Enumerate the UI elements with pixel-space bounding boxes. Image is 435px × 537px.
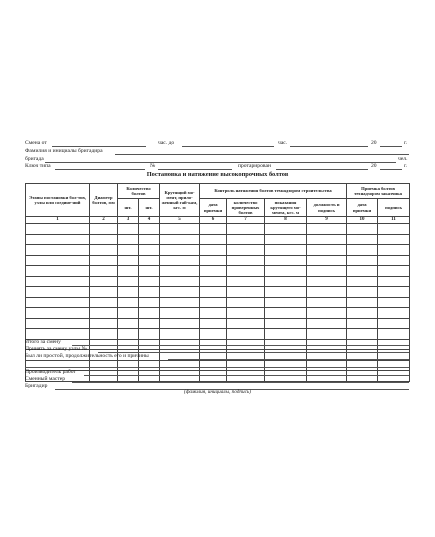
table-cell[interactable] bbox=[200, 266, 227, 277]
table-row bbox=[26, 266, 410, 277]
year-prefix: 20 bbox=[371, 140, 377, 146]
column-number-row bbox=[26, 217, 410, 224]
shift-master-field[interactable] bbox=[72, 382, 409, 383]
year-field-2[interactable] bbox=[380, 169, 402, 170]
table-cell[interactable] bbox=[307, 297, 347, 308]
key-number-label: № bbox=[150, 163, 156, 169]
table-cell[interactable] bbox=[118, 224, 139, 235]
table-cell[interactable] bbox=[307, 318, 347, 329]
table-cell[interactable] bbox=[265, 266, 307, 277]
table-cell[interactable] bbox=[200, 308, 227, 319]
table-cell[interactable] bbox=[139, 297, 160, 308]
table-cell[interactable] bbox=[378, 266, 410, 277]
table-cell[interactable] bbox=[227, 287, 265, 298]
col-ctrl-date: дата приемки bbox=[200, 199, 227, 217]
table-cell[interactable] bbox=[307, 329, 347, 340]
table-cell[interactable] bbox=[378, 318, 410, 329]
table-row bbox=[26, 255, 410, 266]
work-producer-field[interactable] bbox=[84, 375, 409, 376]
table-cell[interactable] bbox=[160, 329, 200, 340]
table-cell[interactable] bbox=[347, 297, 378, 308]
table-cell[interactable] bbox=[265, 318, 307, 329]
table-cell[interactable] bbox=[90, 224, 118, 235]
table-cell[interactable] bbox=[160, 276, 200, 287]
table-cell[interactable] bbox=[139, 360, 160, 371]
table-cell[interactable] bbox=[347, 287, 378, 298]
table-cell[interactable] bbox=[307, 234, 347, 245]
table-cell[interactable] bbox=[118, 234, 139, 245]
table-cell[interactable] bbox=[26, 255, 90, 266]
table-cell[interactable] bbox=[139, 318, 160, 329]
foreman-name-label: Фамилия и инициалы бригадира bbox=[25, 148, 103, 154]
shift-from-field[interactable] bbox=[52, 146, 146, 147]
col-acc-sign: подпись bbox=[378, 199, 410, 217]
table-cell[interactable] bbox=[26, 297, 90, 308]
table-cell[interactable] bbox=[265, 297, 307, 308]
table-cell[interactable] bbox=[160, 308, 200, 319]
shift-from-label: Смена от bbox=[25, 140, 47, 146]
table-cell[interactable] bbox=[118, 287, 139, 298]
table-cell[interactable] bbox=[200, 255, 227, 266]
table-cell[interactable] bbox=[347, 224, 378, 235]
col-number: 8 bbox=[265, 217, 307, 224]
table-cell[interactable] bbox=[307, 255, 347, 266]
table-cell[interactable] bbox=[160, 224, 200, 235]
table-cell[interactable] bbox=[90, 329, 118, 340]
table-cell[interactable] bbox=[200, 318, 227, 329]
shift-total-label: Итого за смену bbox=[25, 339, 61, 345]
table-cell[interactable] bbox=[347, 308, 378, 319]
table-cell[interactable] bbox=[26, 234, 90, 245]
table-cell[interactable] bbox=[118, 276, 139, 287]
table-cell[interactable] bbox=[118, 329, 139, 340]
table-cell[interactable] bbox=[307, 360, 347, 371]
col-number: 10 bbox=[347, 217, 378, 224]
table-cell[interactable] bbox=[90, 297, 118, 308]
table-cell[interactable] bbox=[160, 245, 200, 256]
foreman-name-field[interactable] bbox=[115, 154, 409, 155]
table-row bbox=[26, 287, 410, 298]
table-cell[interactable] bbox=[227, 255, 265, 266]
table-cell[interactable] bbox=[90, 318, 118, 329]
table-cell[interactable] bbox=[378, 287, 410, 298]
table-cell[interactable] bbox=[118, 318, 139, 329]
year-suffix-2: г. bbox=[404, 163, 408, 169]
table-cell[interactable] bbox=[347, 234, 378, 245]
table-cell[interactable] bbox=[90, 308, 118, 319]
table-cell[interactable] bbox=[265, 287, 307, 298]
col-ctrl-qty: количество проверенных болтов bbox=[227, 199, 265, 217]
table-cell[interactable] bbox=[160, 255, 200, 266]
col-qty-sub2: шт. bbox=[139, 199, 160, 217]
table-cell[interactable] bbox=[307, 276, 347, 287]
table-row bbox=[26, 224, 410, 235]
table-cell[interactable] bbox=[200, 287, 227, 298]
table-cell[interactable] bbox=[347, 255, 378, 266]
table-cell[interactable] bbox=[378, 245, 410, 256]
table-row bbox=[26, 318, 410, 329]
table-cell[interactable] bbox=[265, 308, 307, 319]
col-number: 2 bbox=[90, 217, 118, 224]
table-cell[interactable] bbox=[26, 308, 90, 319]
shift-master-label: Сменный мастер bbox=[25, 376, 66, 382]
table-cell[interactable] bbox=[378, 255, 410, 266]
col-qty-sub1: шт. bbox=[118, 199, 139, 217]
table-cell[interactable] bbox=[118, 360, 139, 371]
table-cell[interactable] bbox=[347, 318, 378, 329]
table-cell[interactable] bbox=[378, 360, 410, 371]
table-cell[interactable] bbox=[139, 234, 160, 245]
table-cell[interactable] bbox=[139, 308, 160, 319]
table-cell[interactable] bbox=[347, 245, 378, 256]
calibrated-label: протарирован bbox=[238, 163, 271, 169]
col-number: 4 bbox=[139, 217, 160, 224]
table-cell[interactable] bbox=[378, 224, 410, 235]
col-ctrl-reading: показания крутящего мо-мента, кгс. м bbox=[265, 199, 307, 217]
table-cell[interactable] bbox=[200, 245, 227, 256]
table-cell[interactable] bbox=[265, 360, 307, 371]
table-cell[interactable] bbox=[139, 276, 160, 287]
table-row bbox=[26, 308, 410, 319]
table-cell[interactable] bbox=[265, 255, 307, 266]
downtime-field[interactable] bbox=[168, 359, 409, 360]
downtime-label: Был ли простой, продолжительность его и причины bbox=[25, 353, 149, 359]
key-type-label: Ключ типа bbox=[25, 163, 51, 169]
table-cell[interactable] bbox=[139, 287, 160, 298]
table-cell[interactable] bbox=[90, 360, 118, 371]
table-cell[interactable] bbox=[160, 318, 200, 329]
table-cell[interactable] bbox=[26, 287, 90, 298]
table-cell[interactable] bbox=[200, 360, 227, 371]
col-number: 6 bbox=[200, 217, 227, 224]
table-cell[interactable] bbox=[227, 234, 265, 245]
brigade-label: бригада bbox=[25, 156, 44, 162]
table-cell[interactable] bbox=[378, 276, 410, 287]
table-cell[interactable] bbox=[307, 245, 347, 256]
table-cell[interactable] bbox=[26, 245, 90, 256]
col-torque-header: Крутящий мо-мент, прило-женный гай-кам, кгс. м bbox=[160, 184, 200, 217]
table-cell[interactable] bbox=[118, 308, 139, 319]
table-cell[interactable] bbox=[307, 308, 347, 319]
table-cell[interactable] bbox=[200, 234, 227, 245]
table-cell[interactable] bbox=[265, 234, 307, 245]
col-accept-header: Приемка болтов технадзором заказчика bbox=[347, 184, 410, 199]
table-cell[interactable] bbox=[378, 308, 410, 319]
col-number: 7 bbox=[227, 217, 265, 224]
hour-label: час. bbox=[278, 140, 288, 146]
downtime-field-extra[interactable] bbox=[25, 367, 409, 368]
table-cell[interactable] bbox=[139, 224, 160, 235]
table-cell[interactable] bbox=[227, 297, 265, 308]
table-cell[interactable] bbox=[265, 245, 307, 256]
year-suffix: г. bbox=[404, 140, 408, 146]
key-type-field[interactable] bbox=[55, 169, 145, 170]
table-cell[interactable] bbox=[26, 329, 90, 340]
table-cell[interactable] bbox=[118, 297, 139, 308]
table-cell[interactable] bbox=[347, 276, 378, 287]
table-cell[interactable] bbox=[378, 297, 410, 308]
table-cell[interactable] bbox=[347, 360, 378, 371]
col-number: 11 bbox=[378, 217, 410, 224]
table-cell[interactable] bbox=[26, 276, 90, 287]
col-number: 5 bbox=[160, 217, 200, 224]
table-cell[interactable] bbox=[227, 329, 265, 340]
col-diameter-header: Диаметр болтов, мм bbox=[90, 184, 118, 217]
col-acc-date: дата приемки bbox=[347, 199, 378, 217]
key-number-field[interactable] bbox=[158, 169, 232, 170]
table-row bbox=[26, 245, 410, 256]
table-cell[interactable] bbox=[139, 245, 160, 256]
work-producer-label: Производитель работ bbox=[25, 369, 76, 375]
table-cell[interactable] bbox=[118, 266, 139, 277]
col-stages-header: Этапы постановки бол-тов, узлы или соедине-ний bbox=[26, 184, 90, 217]
table-row bbox=[26, 234, 410, 245]
date-field[interactable] bbox=[290, 146, 368, 147]
table-cell[interactable] bbox=[160, 360, 200, 371]
col-number: 1 bbox=[26, 217, 90, 224]
table-cell[interactable] bbox=[227, 276, 265, 287]
table-cell[interactable] bbox=[227, 360, 265, 371]
table-cell[interactable] bbox=[90, 266, 118, 277]
signature-caption: (фамилия, инициалы, подпись) bbox=[183, 389, 251, 395]
table-cell[interactable] bbox=[307, 287, 347, 298]
table-cell[interactable] bbox=[160, 287, 200, 298]
table-cell[interactable] bbox=[347, 266, 378, 277]
table-cell[interactable] bbox=[90, 287, 118, 298]
table-cell[interactable] bbox=[227, 266, 265, 277]
table-cell[interactable] bbox=[307, 224, 347, 235]
table-cell[interactable] bbox=[139, 255, 160, 266]
table-row bbox=[26, 329, 410, 340]
table-row bbox=[26, 297, 410, 308]
table-cell[interactable] bbox=[160, 266, 200, 277]
table-row bbox=[26, 360, 410, 371]
table-cell[interactable] bbox=[200, 276, 227, 287]
table-cell[interactable] bbox=[26, 266, 90, 277]
table-cell[interactable] bbox=[227, 245, 265, 256]
table-cell[interactable] bbox=[90, 276, 118, 287]
col-number: 9 bbox=[307, 217, 347, 224]
year-field[interactable] bbox=[380, 146, 402, 147]
table-cell[interactable] bbox=[200, 297, 227, 308]
table-cell[interactable] bbox=[265, 224, 307, 235]
table-cell[interactable] bbox=[26, 318, 90, 329]
table-cell[interactable] bbox=[307, 266, 347, 277]
table-cell[interactable] bbox=[139, 329, 160, 340]
table-title: Постановка и натяжение высокопрочных болтов bbox=[146, 171, 289, 178]
table-cell[interactable] bbox=[378, 234, 410, 245]
table-cell[interactable] bbox=[200, 224, 227, 235]
col-quantity-header: Количество болтов bbox=[118, 184, 160, 199]
table-cell[interactable] bbox=[90, 245, 118, 256]
table-cell[interactable] bbox=[26, 224, 90, 235]
col-ctrl-sign: должность и подпись bbox=[307, 199, 347, 217]
calibrated-field[interactable] bbox=[276, 169, 368, 170]
brigade-field[interactable] bbox=[45, 162, 396, 163]
table-cell[interactable] bbox=[265, 329, 307, 340]
table-cell[interactable] bbox=[139, 266, 160, 277]
table-cell[interactable] bbox=[347, 329, 378, 340]
table-cell[interactable] bbox=[118, 245, 139, 256]
table-cell[interactable] bbox=[200, 329, 227, 340]
table-cell[interactable] bbox=[160, 297, 200, 308]
table-cell[interactable] bbox=[378, 329, 410, 340]
table-cell[interactable] bbox=[90, 234, 118, 245]
table-cell[interactable] bbox=[265, 276, 307, 287]
foreman-label: Бригадир bbox=[25, 383, 48, 389]
table-cell[interactable] bbox=[160, 234, 200, 245]
table-cell[interactable] bbox=[227, 224, 265, 235]
col-number: 3 bbox=[118, 217, 139, 224]
table-cell[interactable] bbox=[118, 255, 139, 266]
table-row bbox=[26, 276, 410, 287]
people-label: чел. bbox=[398, 156, 408, 162]
col-control-header: Контроль натяжения болтов технадзором строительства bbox=[200, 184, 347, 199]
shift-to-field[interactable] bbox=[182, 146, 274, 147]
shift-total-field[interactable] bbox=[72, 345, 409, 346]
accepted-node-label: Принять за смену узлы № bbox=[25, 346, 87, 352]
table-cell[interactable] bbox=[227, 308, 265, 319]
hour-to-label: час. до bbox=[158, 140, 175, 146]
table-cell[interactable] bbox=[90, 255, 118, 266]
year-prefix-2: 20 bbox=[371, 163, 377, 169]
table-cell[interactable] bbox=[227, 318, 265, 329]
